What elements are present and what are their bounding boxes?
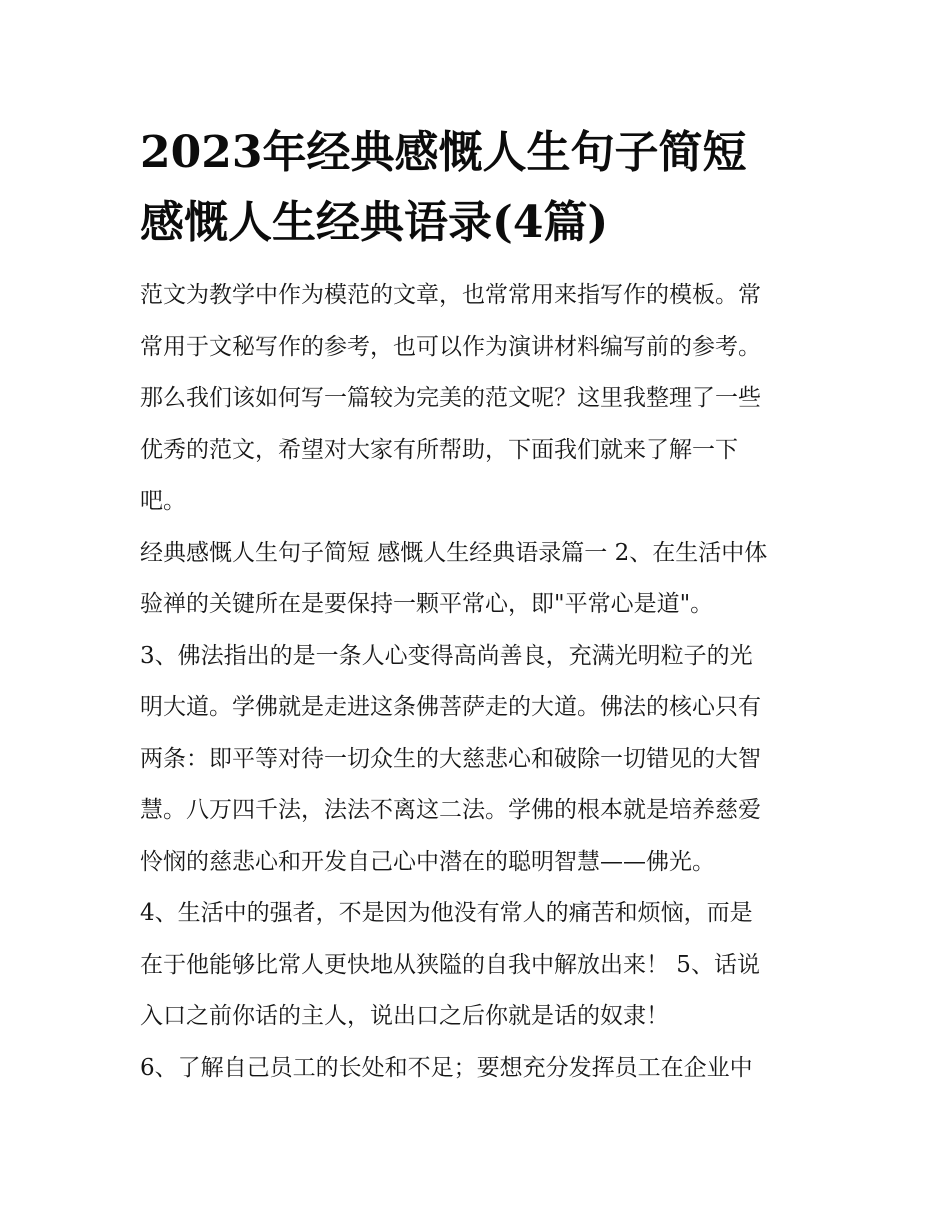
text-line: 3、佛法指出的是一条人心变得高尚善良，充满光明粒子的光 [140,642,753,669]
text-line: 4、生活中的强者，不是因为他没有常人的痛苦和烦恼，而是 [140,900,753,926]
document-title [140,118,812,258]
text-line: 在于他能够比常人更快地从狭隘的自我中解放出来！ 5、话说 [140,951,760,978]
paragraph-intro [140,270,812,528]
text-line: 入口之前你话的主人，说出口之后你就是话的奴隶！ [140,1003,669,1029]
text-line: 优秀的范文，希望对大家有所帮助，下面我们就来了解一下 [140,436,738,463]
text-line: 两条：即平等对待一切众生的大慈悲心和破除一切错见的大智 [140,745,761,772]
text-line: 慧。八万四千法，法法不离这二法。学佛的根本就是培养慈爱 [140,797,761,823]
paragraph-item-6 [140,1043,812,1095]
text-line: 6、了解自己员工的长处和不足；要想充分发挥员工在企业中 [140,1054,753,1081]
paragraph-item-3 [140,631,812,889]
title-line-2: 感慨人生经典语录(4篇) [140,197,609,248]
document-page [140,118,812,1094]
paragraph-item-4-5 [140,888,812,1043]
document-body [140,270,812,1094]
text-line: 那么我们该如何写一篇较为完美的范文呢？这里我整理了一些 [140,385,761,411]
paragraph-section-1 [140,528,812,631]
text-line: 吧。 [140,488,186,514]
text-line: 经典感慨人生句子简短 感慨人生经典语录篇一 2、在生活中体 [140,539,768,566]
title-line-1: 2023年经典感慨人生句子简短 [140,127,747,178]
text-line: 怜悯的慈悲心和开发自己心中潜在的聪明智慧——佛光。 [140,848,715,875]
text-line: 常用于文秘写作的参考，也可以作为演讲材料编写前的参考。 [140,333,761,360]
text-line: 明大道。学佛就是走进这条佛菩萨走的大道。佛法的核心只有 [140,694,761,720]
text-line: 验禅的关键所在是要保持一颗平常心，即"平常心是道"。 [140,591,714,617]
text-line: 范文为教学中作为模范的文章，也常常用来指写作的模板。常 [140,282,761,308]
